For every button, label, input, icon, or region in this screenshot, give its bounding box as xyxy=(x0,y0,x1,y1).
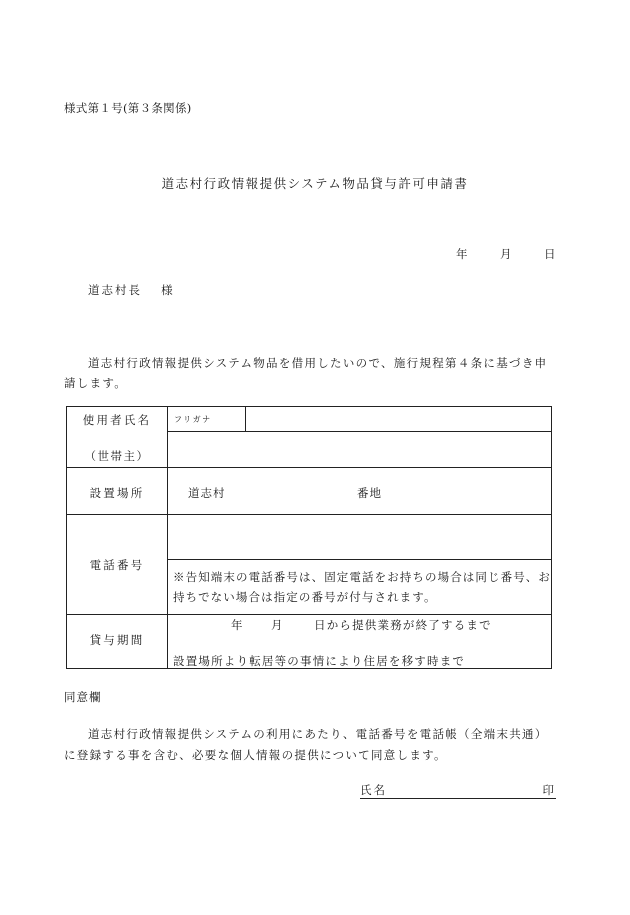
location-label: 設置場所 xyxy=(89,486,145,500)
location-banchi: 番地 xyxy=(357,486,382,500)
date-month: 月 xyxy=(500,247,512,261)
consent-text xyxy=(64,724,556,766)
signature-seal-label: 印 xyxy=(542,783,554,797)
addressee: 道志村長 様 xyxy=(88,283,175,297)
household-head-label: （世帯主） xyxy=(84,449,150,463)
phone-label: 電話番号 xyxy=(89,558,145,572)
loan-relocation-text: 設置場所より転居等の事情により住居を移す時まで xyxy=(173,654,466,668)
location-village: 道志村 xyxy=(188,486,226,500)
phone-note: ※告知端末の電話番号は、固定電話をお持ちの場合は同じ番号、お持ちでない場合は指定の番号が付与されます。 xyxy=(173,570,551,604)
table-divider-furigana xyxy=(245,407,246,431)
signature-line[interactable] xyxy=(360,782,556,799)
loan-period-label: 貸与期間 xyxy=(89,633,145,647)
consent-heading: 同意欄 xyxy=(64,690,102,704)
request-text xyxy=(64,353,556,393)
phone-input[interactable] xyxy=(169,516,549,558)
furigana-label: フリガナ xyxy=(174,415,212,424)
table-line-furigana xyxy=(167,431,551,432)
user-name-input[interactable] xyxy=(169,433,549,466)
application-table xyxy=(66,406,552,669)
signature-name-label: 氏名 xyxy=(360,783,387,797)
request-text-body: 道志村行政情報提供システム物品を借用したいので、施行規程第４条に基づき申請します。 xyxy=(64,356,548,390)
loan-until-text: 日から提供業務が終了するまで xyxy=(314,618,492,632)
date-day: 日 xyxy=(544,247,556,261)
form-number: 様式第１号(第３条関係) xyxy=(64,101,192,115)
user-name-label: 使用者氏名 xyxy=(82,413,152,427)
loan-month: 月 xyxy=(271,618,283,632)
table-divider-label-column xyxy=(167,407,168,669)
date-year: 年 xyxy=(456,247,468,261)
table-line-location-bottom xyxy=(67,514,551,515)
consent-text-body: 道志村行政情報提供システムの利用にあたり、電話番号を電話帳（全端末共通）に登録する事を含む、必要な個人情報の提供について同意します。 xyxy=(64,727,548,762)
table-line-name-bottom xyxy=(67,467,551,468)
loan-year: 年 xyxy=(231,618,243,632)
document-title: 道志村行政情報提供システム物品貸与許可申請書 xyxy=(161,176,469,191)
furigana-input[interactable] xyxy=(247,408,549,430)
table-line-phone-input xyxy=(167,559,551,560)
table-line-phone-bottom xyxy=(67,614,551,615)
